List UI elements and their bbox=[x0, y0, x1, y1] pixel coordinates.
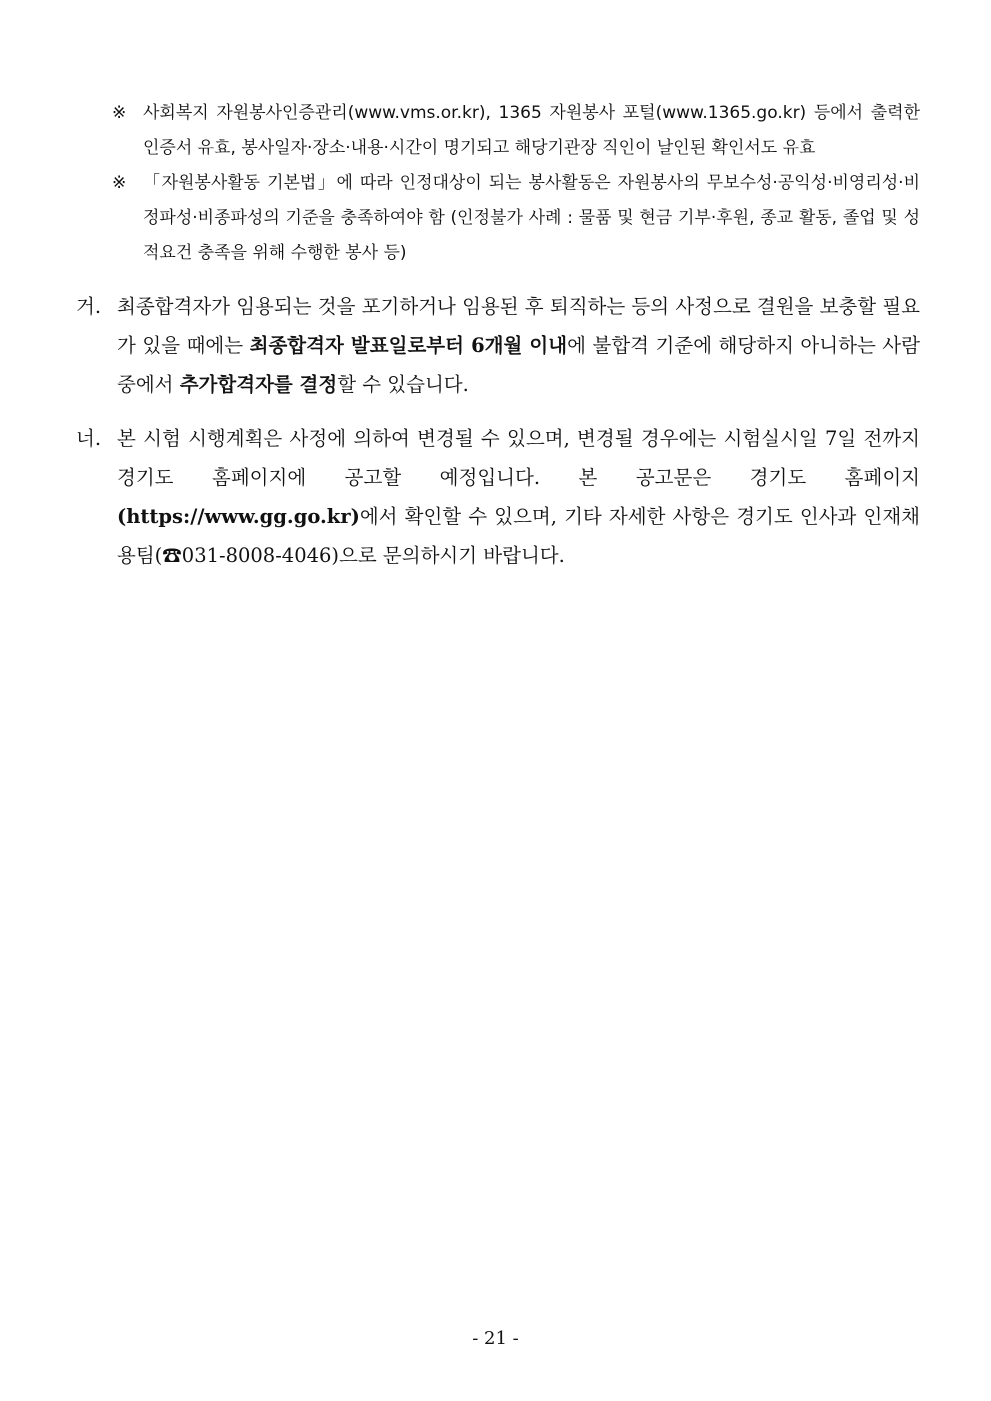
homepage-link[interactable]: (https://www.gg.go.kr) bbox=[117, 505, 360, 528]
item-plan-change bbox=[76, 419, 920, 575]
note-marker: ※ bbox=[112, 103, 127, 123]
item-emphasis: 최종합격자 발표일로부터 6개월 이내 bbox=[249, 334, 568, 357]
note-text: 「자원봉사활동 기본법」에 따라 인정대상이 되는 봉사활동은 자원봉사의 무보수성·공익성·비영리성·비정파성·비종파성의 기준을 충족하여야 함 (인정불가 사례 : 물품 및 현금 기부·후원, 종교 활동, 졸업 및 성적요건 충족을 위해 수행한 봉사 등) bbox=[143, 173, 920, 263]
item-text: 본 시험 시행계획은 사정에 의하여 변경될 수 있으며, 변경될 경우에는 시험실시일 7일 전까지 경기도 홈페이지에 공고할 예정입니다. 본 공고문은 경기도 홈페이지 bbox=[117, 427, 920, 489]
item-text: 할 수 있습니다. bbox=[337, 373, 469, 396]
note-marker: ※ bbox=[112, 173, 127, 193]
item-text: 에서 확인할 수 있으며, 기타 자세한 사항은 경기도 인사과 인재채용팀(☎031-8008-4046)으로 문의하시기 바랍니다. bbox=[117, 505, 920, 567]
item-additional-pass bbox=[76, 287, 920, 404]
note-volunteer-certificate bbox=[112, 96, 920, 166]
note-text: 사회복지 자원봉사인증관리(www.vms.or.kr), 1365 자원봉사 포털(www.1365.go.kr) 등에서 출력한 인증서 유효, 봉사일자·장소·내용·시간이 명기되고 해당기관장 직인이 날인된 확인서도 유효 bbox=[143, 103, 920, 158]
note-volunteer-act bbox=[112, 166, 920, 271]
item-marker: 거. bbox=[76, 295, 102, 318]
item-emphasis: 추가합격자를 결정 bbox=[179, 373, 338, 396]
item-body bbox=[76, 419, 920, 575]
item-text: 최종합격자가 임용되는 것을 포기하거나 임용된 후 퇴직하는 등의 사정으로 결원을 보충할 필요가 있을 때에는 bbox=[117, 295, 920, 357]
item-body bbox=[76, 287, 920, 404]
item-text: 에 불합격 기준에 해당하지 아니하는 사람 중에서 bbox=[117, 334, 920, 396]
page-number: - 21 - bbox=[472, 1328, 519, 1349]
item-marker: 너. bbox=[76, 427, 102, 450]
